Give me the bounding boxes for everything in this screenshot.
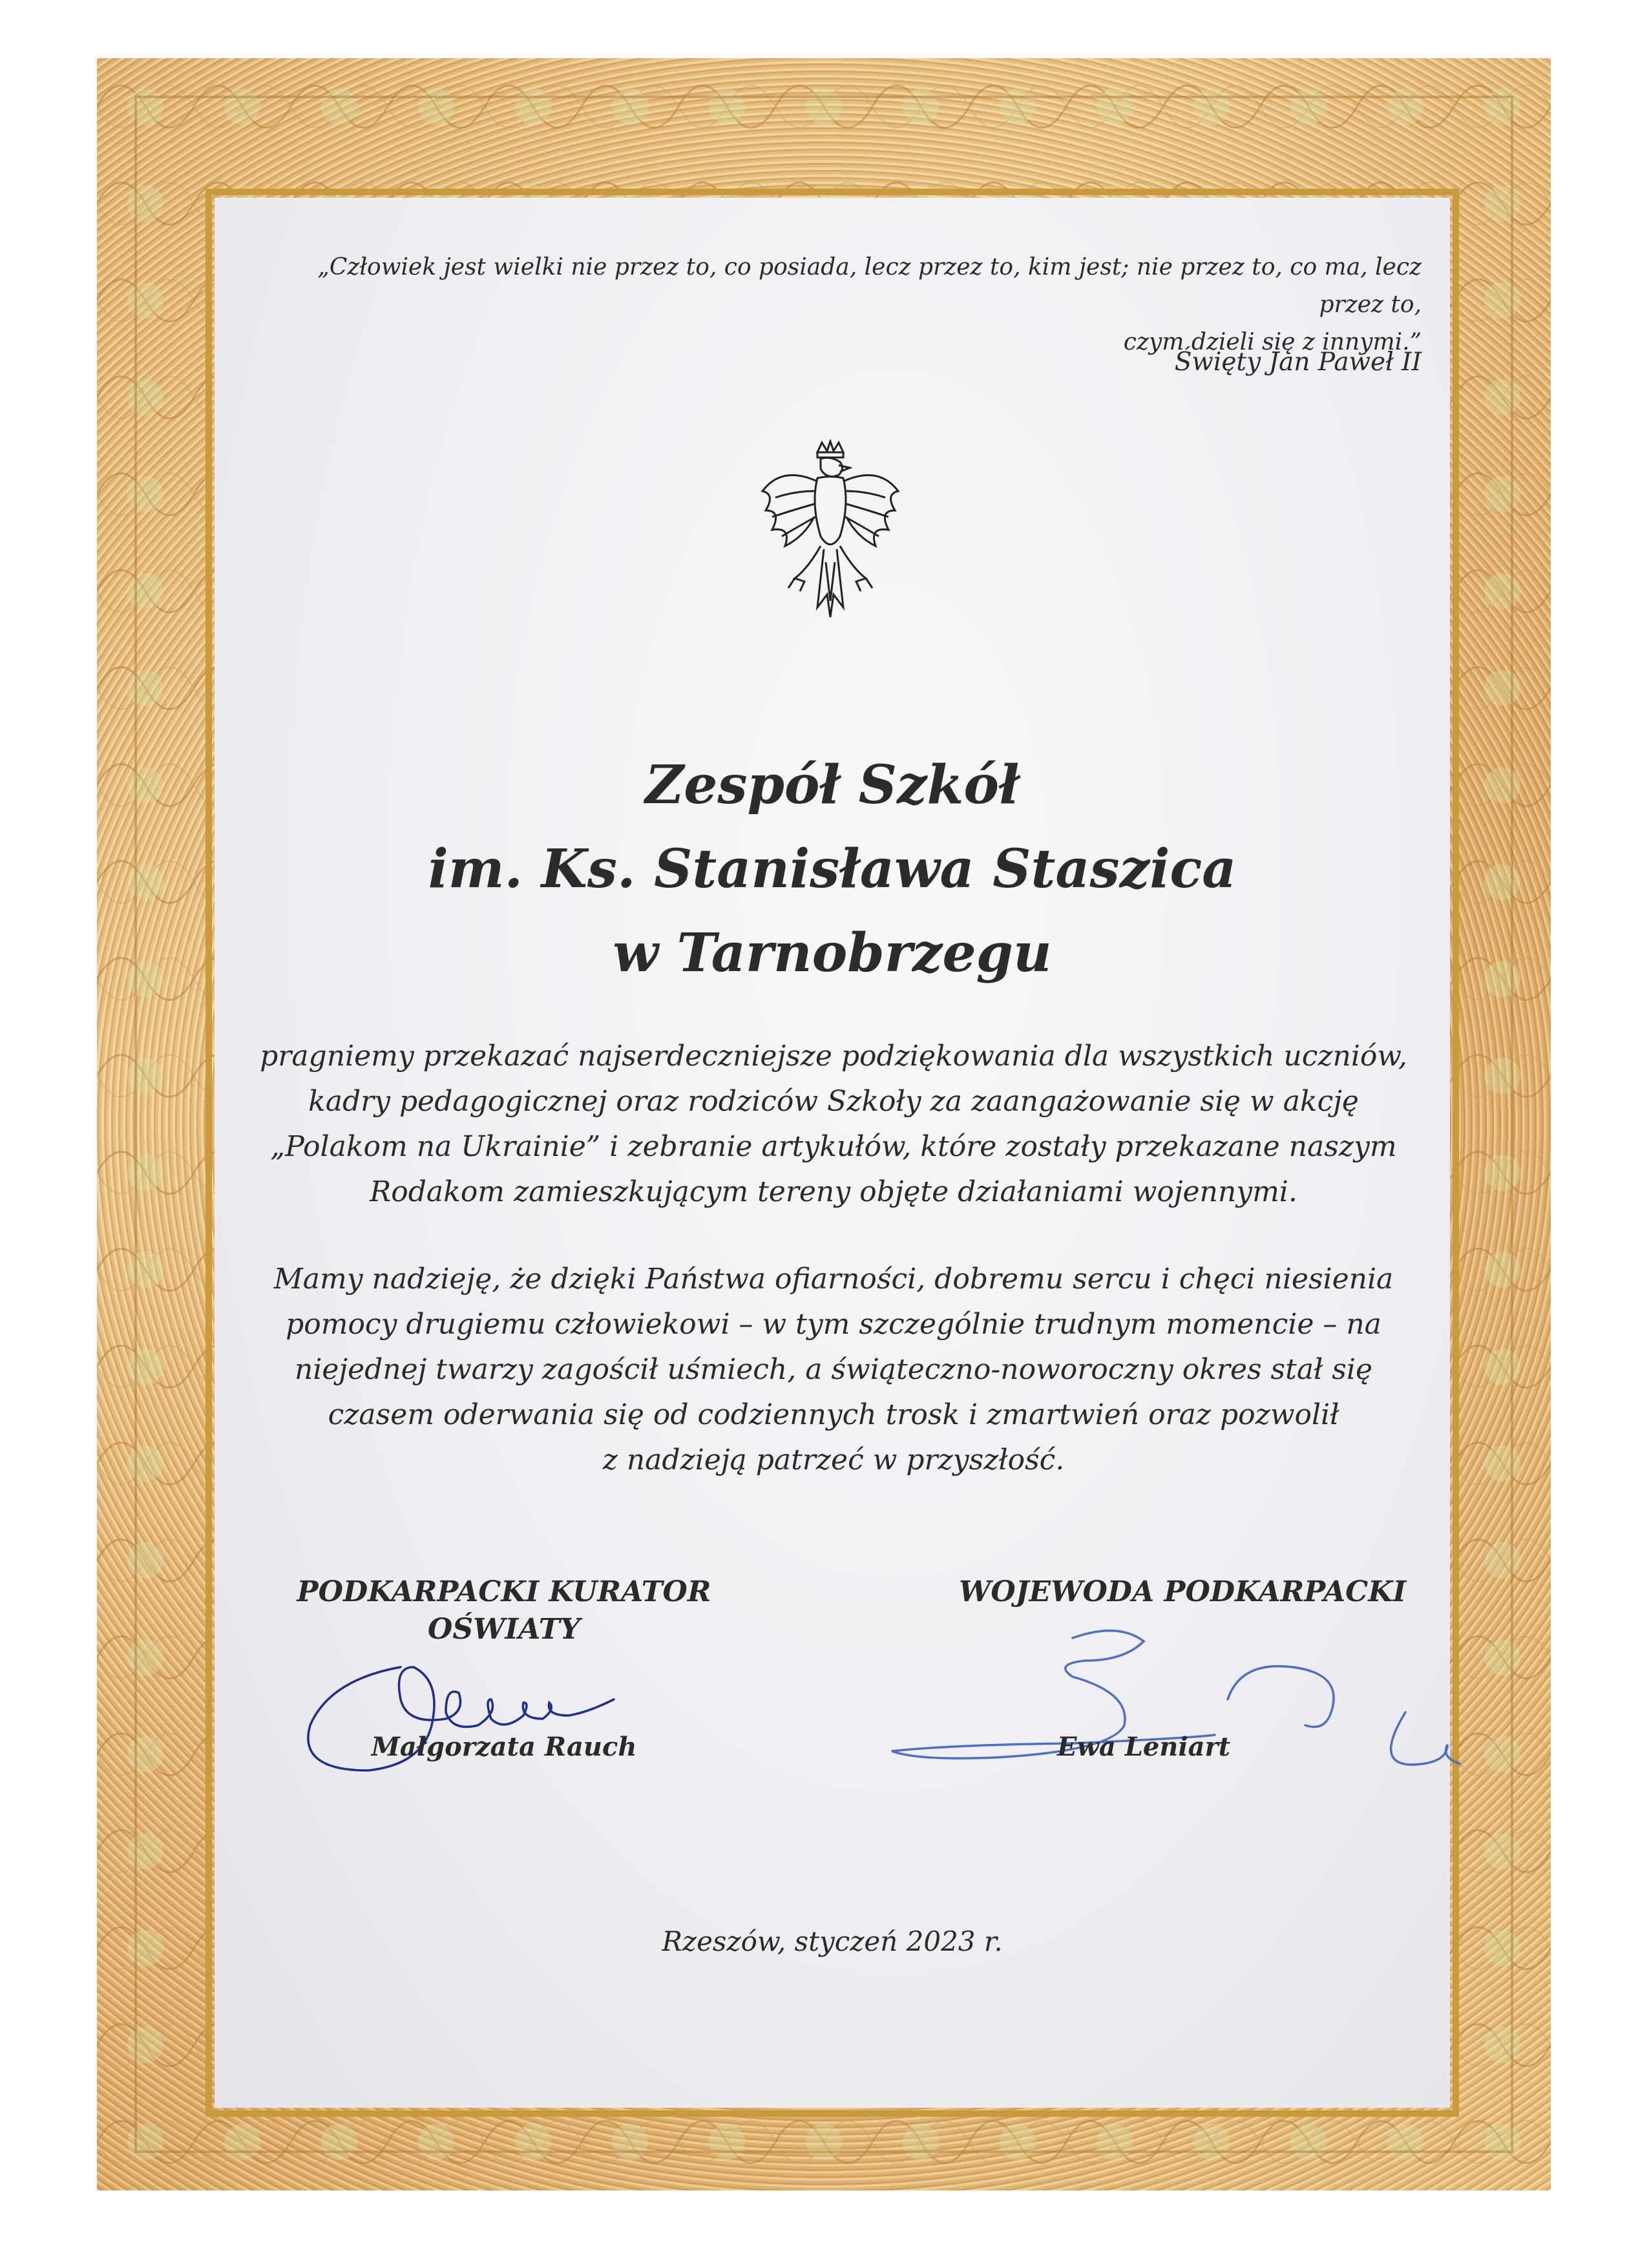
- right-signatory-title: WOJEWODA PODKARPACKI: [958, 1575, 1407, 1608]
- recipient-name: [215, 743, 1450, 995]
- recipient-line: Zespół Szkół: [645, 754, 1020, 816]
- text-line: Mamy nadzieję, że dzięki Państwa ofiarności, dobremu sercu i chęci niesienia: [273, 1263, 1394, 1296]
- quote-line: czym dzieli się z innymi.”: [1123, 329, 1422, 355]
- title-line: OŚWIATY: [428, 1613, 580, 1646]
- recipient-line: w Tarnobrzegu: [613, 922, 1052, 984]
- text-line: pomocy drugiemu człowiekowi – w tym szczególnie trudnym momencie – na: [286, 1308, 1381, 1341]
- motto-quote: [310, 249, 1422, 361]
- text-line: niejednej twarzy zagościł uśmiech, a świąteczno-noworoczny okres stał się: [294, 1353, 1372, 1386]
- text-line: Rodakom zamieszkującym tereny objęte działaniami wojennymi.: [370, 1175, 1297, 1208]
- quote-line: „Człowiek jest wielki nie przez to, co posiada, lecz przez to, kim jest; nie przez to, co ma, lecz przez to,: [317, 254, 1422, 318]
- left-signatory-title: [258, 1573, 750, 1648]
- title-line: PODKARPACKI KURATOR: [297, 1575, 711, 1608]
- left-signatory-name: Małgorzata Rauch: [371, 1732, 637, 1762]
- text-line: kadry pedagogicznej oraz rodziców Szkoły za zaangażowanie się w akcję: [308, 1085, 1359, 1118]
- quote-author: Święty Jan Paweł II: [1174, 348, 1422, 377]
- text-line: „Polakom na Ukrainie” i zebranie artykułów, które zostały przekazane naszym: [270, 1130, 1397, 1163]
- recipient-line: im. Ks. Stanisława Staszica: [428, 838, 1237, 900]
- right-signatory-name: Ewa Leniart: [1056, 1732, 1231, 1762]
- text-line: z nadzieją patrzeć w przyszłość.: [602, 1444, 1065, 1476]
- hope-paragraph: [246, 1257, 1422, 1483]
- place-and-date: Rzeszów, styczeń 2023 r.: [662, 1926, 1003, 1957]
- thanks-paragraph: [246, 1034, 1422, 1215]
- polish-eagle-icon: [756, 439, 905, 655]
- left-signature-icon: [291, 1641, 653, 1786]
- text-line: czasem oderwania się od codziennych trosk i zmartwień oraz pozwolił: [328, 1398, 1339, 1431]
- text-line: pragniemy przekazać najserdeczniejsze podziękowania dla wszystkich uczniów,: [260, 1040, 1407, 1073]
